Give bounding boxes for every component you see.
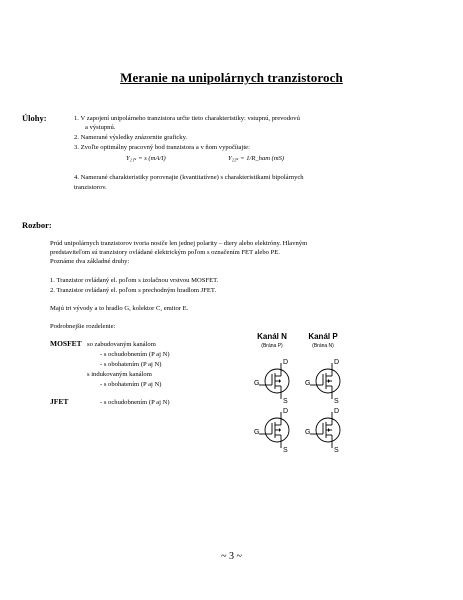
kanal-p-label: Kanál P	[308, 332, 338, 341]
paragraph-line: predstaviteľom sú tranzistory ovládané elektrickým poľom s označením FET alebo PE.	[50, 249, 280, 256]
jfet-label: JFET	[50, 397, 69, 406]
pin-s-label: S	[283, 447, 288, 454]
pin-g-label: G	[254, 380, 260, 387]
kanal-n-sublabel: (Brána P)	[261, 343, 283, 349]
jfet-n-symbol	[259, 412, 289, 448]
pin-s-label: S	[334, 447, 339, 454]
paragraph-line: Podrobnejšie rozdelenie:	[50, 323, 116, 330]
pin-d-label: D	[334, 408, 340, 415]
mosfet-line: s indukovaným kanálom	[87, 371, 152, 378]
section-label-ulohy: Úlohy:	[22, 113, 47, 123]
task-line: a výstupnú.	[85, 124, 116, 131]
pin-d-label: D	[334, 359, 340, 366]
section-label-rozbor: Rozbor:	[22, 220, 52, 230]
mosfet-p-symbol	[310, 363, 340, 399]
list-item: 1. Tranzistor ovládaný el. poľom s izolačnou vrstvou MOSFET.	[50, 277, 219, 284]
pin-g-label: G	[305, 380, 311, 387]
mosfet-line: - s obohatením (P aj N)	[100, 361, 162, 368]
pin-g-label: G	[254, 429, 260, 436]
pin-d-label: D	[283, 408, 289, 415]
mosfet-line: so zabudovaným kanálom	[87, 341, 156, 348]
formula-y21s-text: Y₂₁ₛ = s (mA/I)	[126, 155, 166, 162]
list-item: 2. Tranzistor ovládaný el. poľom s prechodným hradlom JFET.	[50, 287, 217, 294]
task-line: 3. Zvoľte optimálny pracovný bod tranzistora a v ňom vypočítajte:	[74, 144, 250, 151]
pin-d-label: D	[283, 359, 289, 366]
mosfet-line: - s obohatením (P aj N)	[100, 381, 162, 388]
jfet-p-symbol	[310, 412, 340, 448]
task-line: tranzistorov.	[74, 184, 107, 191]
pin-g-label: G	[305, 429, 311, 436]
task-line: 2. Namerané výsledky znázornite graficky.	[74, 134, 188, 141]
page-number: ~ 3 ~	[221, 551, 242, 562]
formula-y21s	[126, 154, 166, 162]
pin-s-label: S	[283, 398, 288, 405]
paragraph-line: Majú tri vývody a to hradlo G, kolektor C, emitor E.	[50, 305, 189, 312]
mosfet-label: MOSFET	[50, 339, 82, 348]
paragraph-line: Poznáme dva základné druhy:	[50, 258, 130, 265]
jfet-line: - s ochudobnením (P aj N)	[100, 399, 170, 406]
page-title: Meranie na unipolárnych tranzistoroch	[120, 70, 343, 85]
task-line: 1. V zapojení unipolárneho tranzistora určte tieto charakteristiky: vstupnú, prevodovú	[74, 115, 300, 122]
formula-y22s	[228, 154, 284, 162]
kanal-n-label: Kanál N	[257, 332, 287, 341]
task-line: 4. Namerané charakteristiky porovnajte (kvantitatívne) s charakteristikami bipolárnych	[74, 174, 304, 181]
formula-y22s-text: Y₂₂ₛ = 1/R_ham (mS)	[228, 155, 285, 162]
pin-s-label: S	[334, 398, 339, 405]
mosfet-n-symbol	[259, 363, 289, 399]
mosfet-line: - s ochudobnením (P aj N)	[100, 351, 170, 358]
paragraph-line: Prúd unipolárnych tranzistorov tvoria nosiče len jednej polarity – diery alebo elektróny. Hlavným	[50, 240, 308, 247]
fet-symbols-diagram	[240, 350, 360, 460]
kanal-p-sublabel: (Brána N)	[312, 343, 334, 349]
